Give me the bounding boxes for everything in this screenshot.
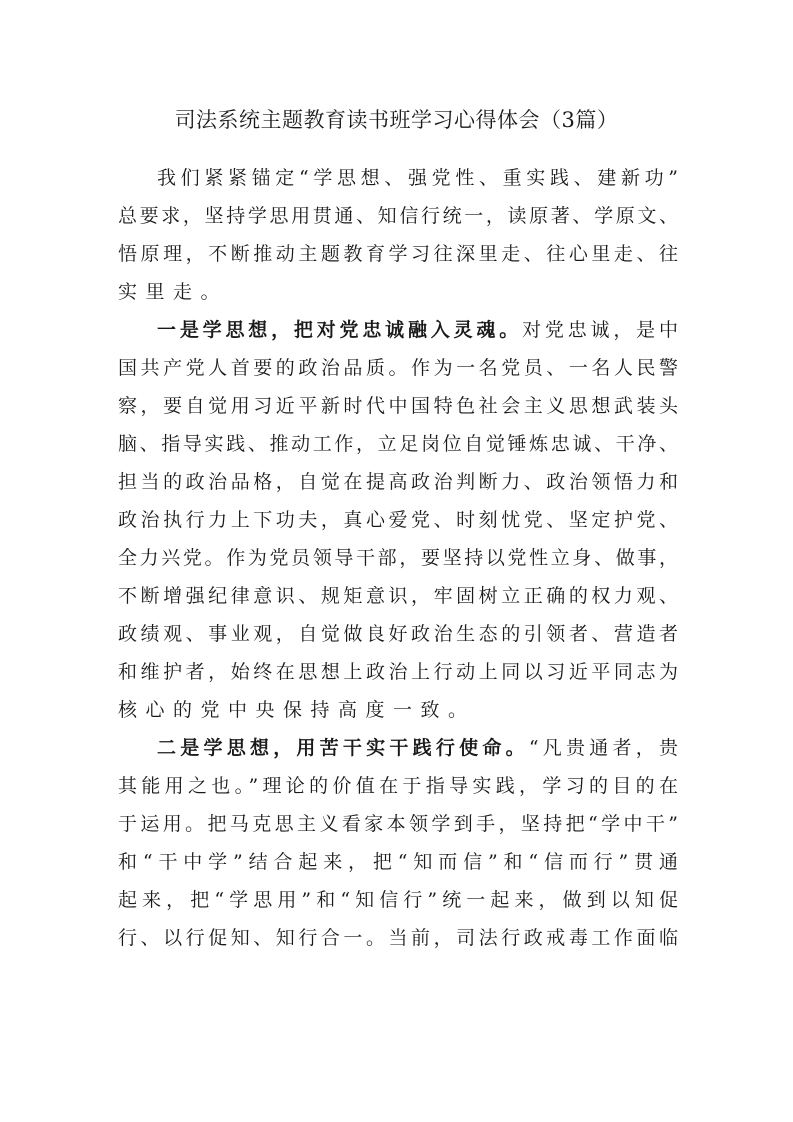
paragraph-3-line-3: 于运用。把马克思主义看家本领学到手，坚持把“学中干” <box>118 813 678 835</box>
paragraph-3-line-5: 起来，把“学思用”和“知信行”统一起来，做到以知促 <box>118 889 678 911</box>
paragraph-2-line-3: 察，要自觉用习近平新时代中国特色社会主义思想武装头 <box>118 395 678 417</box>
paragraph-1-line-4: 实里走。 <box>118 281 229 303</box>
document-title: 司法系统主题教育读书班学习心得体会（3篇） <box>174 108 619 132</box>
paragraph-2-line-4: 脑、指导实践、推动工作，立足岗位自觉锤炼忠诚、干净、 <box>118 433 678 455</box>
paragraph-2-line-11: 核心的党中央保持高度一致。 <box>118 699 476 721</box>
paragraph-2-line-8: 不断增强纪律意识、规矩意识，牢固树立正确的权力观、 <box>118 585 678 607</box>
paragraph-1-line-2: 总要求，坚持学思用贯通、知信行统一，读原著、学原文、 <box>118 205 678 227</box>
paragraph-1-line-1: 我们紧紧锚定“学思想、强党性、重实践、建新功” <box>157 167 678 189</box>
paragraph-3-line-4: 和“干中学”结合起来，把“知而信”和“信而行”贯通 <box>118 851 678 873</box>
paragraph-3-line-6: 行、以行促知、知行合一。当前，司法行政戒毒工作面临 <box>118 927 678 949</box>
paragraph-1-line-3: 悟原理，不断推动主题教育学习往深里走、往心里走、往 <box>118 243 678 265</box>
paragraph-2-line-1 <box>157 311 678 349</box>
paragraph-2-line-6: 政治执行力上下功夫，真心爱党、时刻忧党、坚定护党、 <box>118 509 678 531</box>
paragraph-2-heading: 一是学思想，把对党忠诚融入灵魂。 <box>157 319 523 341</box>
paragraph-2-first-line-rest: 对党忠诚，是中 <box>522 319 678 341</box>
paragraph-2-line-7: 全力兴党。作为党员领导干部，要坚持以党性立身、做事， <box>118 547 678 569</box>
paragraph-2-line-10: 和维护者，始终在思想上政治上行动上同以习近平同志为 <box>118 661 678 683</box>
paragraph-3-first-line-rest: “凡贵通者，贵 <box>528 737 678 759</box>
paragraph-3-line-2: 其能用之也。”理论的价值在于指导实践，学习的目的在 <box>118 775 678 797</box>
paragraph-3-heading: 二是学思想，用苦干实干践行使命。 <box>157 737 529 759</box>
paragraph-2-line-2: 国共产党人首要的政治品质。作为一名党员、一名人民警 <box>118 357 678 379</box>
paragraph-2-line-5: 担当的政治品格，自觉在提高政治判断力、政治领悟力和 <box>118 471 678 493</box>
paragraph-3-line-1 <box>157 729 678 767</box>
paragraph-2-line-9: 政绩观、事业观，自觉做良好政治生态的引领者、营造者 <box>118 623 678 645</box>
